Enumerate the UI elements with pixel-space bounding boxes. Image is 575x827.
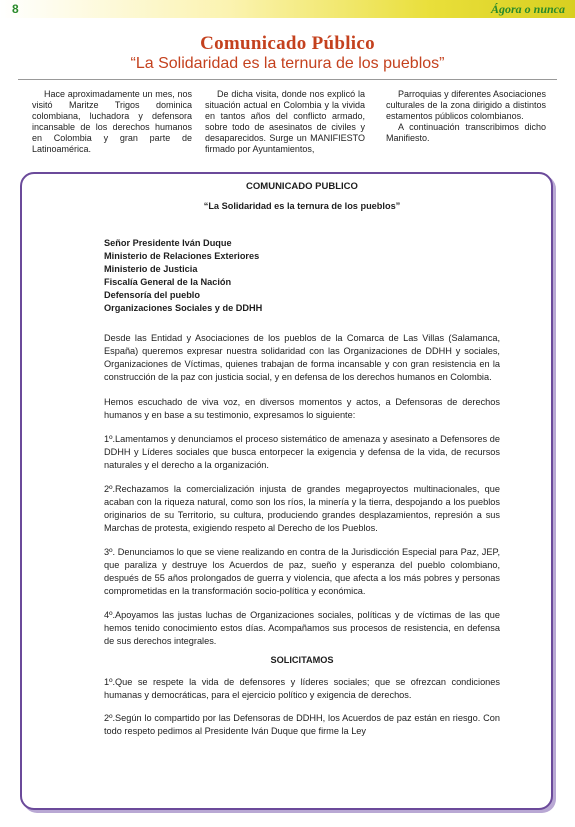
recipient: Defensoría del pueblo [104, 290, 200, 300]
recipient: Fiscalía General de la Nación [104, 277, 232, 287]
letter-paragraph: 3º. Denunciamos lo que se viene realizando en contra de la Jurisdicción Especial para Paz, JEP, que paraliza y destruye los Acuerdos de paz, sueño y esperanza del pueblo colombiano, después de 55 años prolongados de guerra y violencia, que afecta a los más pobres y personas comprometidas en la transformación socio-política y económica. [104, 547, 500, 596]
recipient: Ministerio de Justicia [104, 264, 198, 274]
letter-paragraph: 2º.Rechazamos la comercialización injusta de grandes megaproyectos multinacionales, que acaban con la riqueza natural, como son los ríos, la minería y la tierra, despojando a los pueblos originarios de su Territorio, su cultura, produciendo grandes desplazamientos, represión a sus Marchas de protesta, exigiendo respeto al Derecho de los Pueblos. [104, 484, 500, 533]
recipient: Organizaciones Sociales y de DDHH [104, 303, 263, 313]
page-number: 8 [12, 2, 19, 16]
letter-paragraph: Desde las Entidad y Asociaciones de los pueblos de la Comarca de Las Villas (Salamanca, España) queremos expresar nuestra solidaridad con las Organizaciones de DDHH y sociales, Organizaciones de Víctimas, quienes trabajan de forma incansable y con gran resistencia en la construcción de la paz con justicia social, y en defensa de los derechos humanos en Colombia. [104, 333, 500, 382]
header-bar [0, 0, 575, 18]
article-title: Comunicado Público [200, 33, 375, 54]
recipients-list [104, 237, 500, 315]
letter-paragraph: Hemos escuchado de viva voz, en diversos momentos y actos, a Defensoras de derechos humanos y en base a su testimonio, expresamos lo siguiente: [104, 397, 500, 420]
masthead: Ágora o nunca [490, 2, 565, 16]
letter-paragraph: 1º.Lamentamos y denunciamos el proceso sistemático de amenaza y asesinato a Defensores de DDHH y Líderes sociales que busca entorpecer la exigencia y defensa de la vida, de recursos naturales y el derecho a la organización. [104, 434, 500, 470]
divider [18, 79, 557, 80]
intro-column-3 [386, 89, 546, 144]
intro-paragraph: A continuación transcribimos dicho Manifiesto. [386, 122, 546, 143]
intro-column-2 [205, 89, 365, 155]
manifesto-box [20, 172, 553, 810]
intro-column-1 [32, 89, 192, 155]
intro-paragraph: Parroquias y diferentes Asociaciones culturales de la zona dirigido a distintos estamentos públicos colombianos. [386, 89, 546, 121]
intro-paragraph: De dicha visita, donde nos explicó la situación actual en Colombia y la vivida en tantos años del conflicto armado, sobre todo de asesinatos de civiles y desaparecidos. Surge un MANIFIESTO firmado por Ayuntamientos, [205, 89, 365, 154]
request-paragraph: 2º.Según lo compartido por las Defensoras de DDHH, los Acuerdos de paz están en riesgo. Con todo respeto pedimos al Presidente Iván Duque que firme la Ley [104, 713, 500, 736]
letter-paragraph: 4º.Apoyamos las justas luchas de Organizaciones sociales, políticas y de víctimas de las que hemos tenido conocimiento estos días. Acompañamos sus procesos de resistencia, en defensa de sus derechos integrales. [104, 610, 500, 646]
request-paragraph: 1º.Que se respete la vida de defensores y líderes sociales; que se ofrezcan condiciones humanas y democráticas, para el ejercicio político y exigencia de derechos. [104, 677, 500, 700]
letter-quote: “La Solidaridad es la ternura de los pueblos” [203, 201, 401, 211]
article-subtitle: “La Solidaridad es la ternura de los pueblos” [130, 55, 445, 72]
manifesto-document [104, 180, 500, 738]
section-heading: SOLICITAMOS [270, 655, 334, 665]
recipient: Señor Presidente Iván Duque [104, 238, 232, 248]
intro-paragraph: Hace aproximadamente un mes, nos visitó Maritze Trigos dominica colombiana, luchadora y defensora incansable de los derechos humanos en Colombia y gran parte de Latinoamérica. [32, 89, 192, 154]
recipient: Ministerio de Relaciones Exteriores [104, 251, 260, 261]
letter-heading: COMUNICADO PUBLICO [246, 181, 358, 192]
